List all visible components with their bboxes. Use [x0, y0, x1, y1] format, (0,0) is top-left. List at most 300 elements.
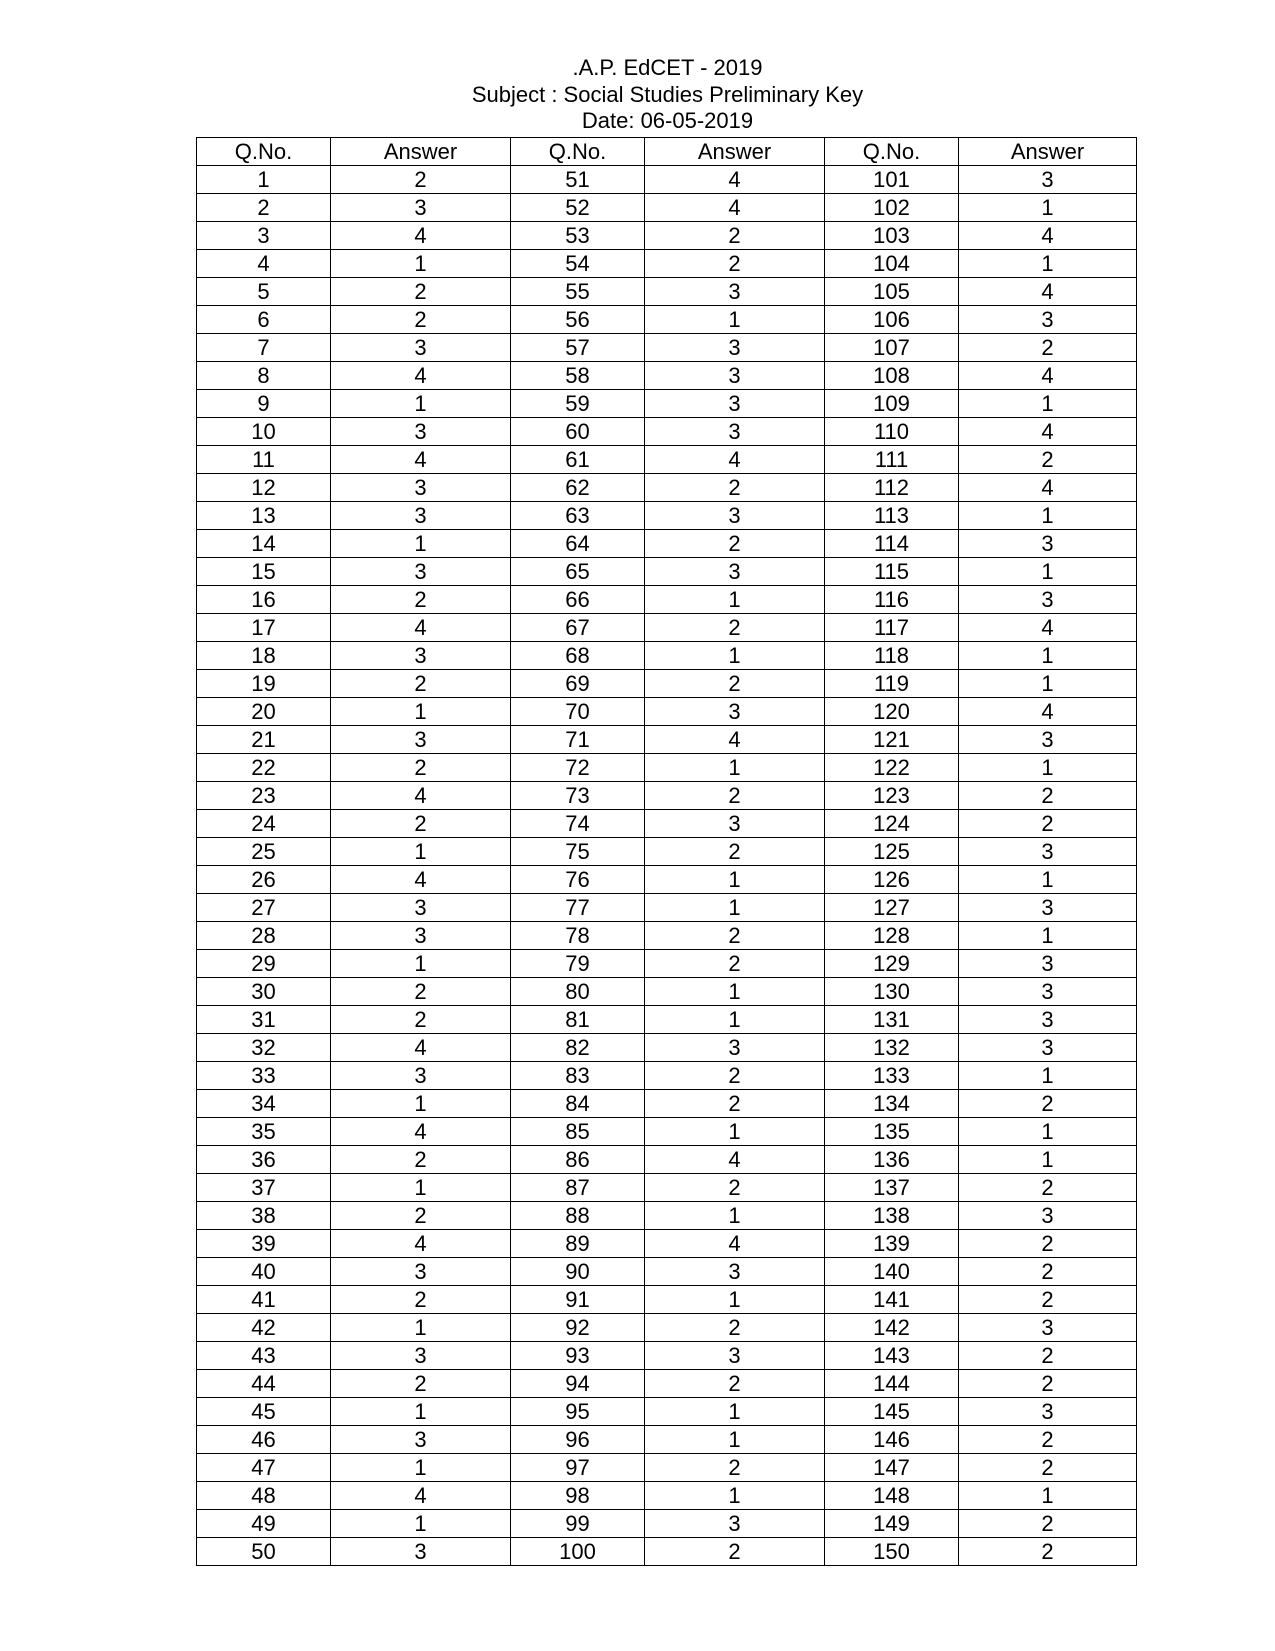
question-number-cell: 126 [825, 866, 959, 894]
question-number-cell: 114 [825, 530, 959, 558]
question-number-cell: 140 [825, 1258, 959, 1286]
table-row [197, 922, 1137, 950]
question-number-cell: 134 [825, 1090, 959, 1118]
question-number-cell: 26 [197, 866, 331, 894]
question-number-cell: 45 [197, 1398, 331, 1426]
question-number-cell: 75 [511, 838, 645, 866]
answer-cell: 1 [645, 306, 825, 334]
question-number-cell: 102 [825, 194, 959, 222]
table-row [197, 362, 1137, 390]
question-number-cell: 59 [511, 390, 645, 418]
answer-cell: 3 [959, 586, 1137, 614]
question-number-cell: 4 [197, 250, 331, 278]
question-number-cell: 79 [511, 950, 645, 978]
answer-cell: 1 [645, 1202, 825, 1230]
answer-cell: 4 [331, 1230, 511, 1258]
table-header-row [197, 138, 1137, 166]
question-number-cell: 1 [197, 166, 331, 194]
question-number-cell: 61 [511, 446, 645, 474]
answer-cell: 4 [959, 278, 1137, 306]
question-number-cell: 43 [197, 1342, 331, 1370]
table-row [197, 1482, 1137, 1510]
question-number-cell: 57 [511, 334, 645, 362]
question-number-cell: 94 [511, 1370, 645, 1398]
question-number-cell: 149 [825, 1510, 959, 1538]
answer-cell: 1 [331, 950, 511, 978]
answer-cell: 2 [959, 1230, 1137, 1258]
answer-cell: 4 [645, 726, 825, 754]
question-number-cell: 90 [511, 1258, 645, 1286]
answer-cell: 1 [331, 250, 511, 278]
answer-cell: 3 [331, 1258, 511, 1286]
table-row [197, 950, 1137, 978]
question-number-cell: 35 [197, 1118, 331, 1146]
answer-cell: 3 [959, 1006, 1137, 1034]
column-header: Q.No. [511, 138, 645, 166]
answer-key-table [196, 137, 1137, 1566]
answer-cell: 3 [645, 502, 825, 530]
question-number-cell: 33 [197, 1062, 331, 1090]
answer-cell: 4 [645, 1230, 825, 1258]
answer-cell: 3 [959, 950, 1137, 978]
question-number-cell: 117 [825, 614, 959, 642]
answer-cell: 1 [959, 922, 1137, 950]
question-number-cell: 69 [511, 670, 645, 698]
question-number-cell: 110 [825, 418, 959, 446]
answer-cell: 3 [959, 1314, 1137, 1342]
question-number-cell: 87 [511, 1174, 645, 1202]
question-number-cell: 15 [197, 558, 331, 586]
answer-cell: 2 [331, 166, 511, 194]
question-number-cell: 130 [825, 978, 959, 1006]
question-number-cell: 7 [197, 334, 331, 362]
answer-cell: 1 [331, 1398, 511, 1426]
answer-cell: 3 [959, 166, 1137, 194]
answer-cell: 3 [645, 1034, 825, 1062]
answer-cell: 4 [331, 446, 511, 474]
answer-cell: 2 [331, 754, 511, 782]
answer-cell: 1 [645, 1118, 825, 1146]
question-number-cell: 123 [825, 782, 959, 810]
answer-cell: 4 [331, 1482, 511, 1510]
answer-cell: 2 [959, 1426, 1137, 1454]
column-header: Answer [645, 138, 825, 166]
table-row [197, 1454, 1137, 1482]
answer-cell: 2 [331, 1146, 511, 1174]
question-number-cell: 115 [825, 558, 959, 586]
answer-cell: 4 [959, 698, 1137, 726]
question-number-cell: 29 [197, 950, 331, 978]
question-number-cell: 137 [825, 1174, 959, 1202]
answer-cell: 4 [331, 362, 511, 390]
answer-cell: 1 [331, 1090, 511, 1118]
answer-cell: 2 [645, 922, 825, 950]
column-header: Answer [959, 138, 1137, 166]
answer-cell: 3 [959, 1398, 1137, 1426]
table-row [197, 558, 1137, 586]
table-row [197, 810, 1137, 838]
question-number-cell: 63 [511, 502, 645, 530]
answer-cell: 3 [645, 334, 825, 362]
question-number-cell: 129 [825, 950, 959, 978]
answer-cell: 1 [959, 1062, 1137, 1090]
table-row [197, 1538, 1137, 1566]
table-row [197, 1174, 1137, 1202]
answer-cell: 1 [959, 670, 1137, 698]
subject-title: Subject : Social Studies Preliminary Key [471, 81, 864, 107]
question-number-cell: 92 [511, 1314, 645, 1342]
answer-cell: 3 [331, 334, 511, 362]
answer-cell: 1 [959, 390, 1137, 418]
answer-cell: 2 [645, 474, 825, 502]
question-number-cell: 22 [197, 754, 331, 782]
answer-cell: 3 [645, 558, 825, 586]
question-number-cell: 27 [197, 894, 331, 922]
answer-cell: 1 [645, 1482, 825, 1510]
question-number-cell: 136 [825, 1146, 959, 1174]
question-number-cell: 112 [825, 474, 959, 502]
exam-title: .A.P. EdCET - 2019 [572, 55, 763, 80]
question-number-cell: 25 [197, 838, 331, 866]
answer-cell: 2 [959, 1510, 1137, 1538]
question-number-cell: 42 [197, 1314, 331, 1342]
question-number-cell: 47 [197, 1454, 331, 1482]
question-number-cell: 55 [511, 278, 645, 306]
question-number-cell: 132 [825, 1034, 959, 1062]
question-number-cell: 5 [197, 278, 331, 306]
answer-cell: 2 [331, 1370, 511, 1398]
answer-cell: 1 [645, 1426, 825, 1454]
answer-cell: 2 [645, 1538, 825, 1566]
question-number-cell: 76 [511, 866, 645, 894]
table-row [197, 754, 1137, 782]
answer-cell: 1 [959, 642, 1137, 670]
answer-cell: 4 [331, 782, 511, 810]
question-number-cell: 3 [197, 222, 331, 250]
answer-cell: 1 [645, 642, 825, 670]
question-number-cell: 14 [197, 530, 331, 558]
question-number-cell: 144 [825, 1370, 959, 1398]
document-header [0, 55, 1275, 135]
question-number-cell: 73 [511, 782, 645, 810]
answer-cell: 1 [645, 1286, 825, 1314]
question-number-cell: 135 [825, 1118, 959, 1146]
answer-cell: 2 [331, 670, 511, 698]
answer-cell: 2 [959, 1370, 1137, 1398]
answer-cell: 1 [645, 866, 825, 894]
question-number-cell: 141 [825, 1286, 959, 1314]
question-number-cell: 88 [511, 1202, 645, 1230]
question-number-cell: 56 [511, 306, 645, 334]
question-number-cell: 125 [825, 838, 959, 866]
answer-cell: 1 [959, 558, 1137, 586]
answer-cell: 3 [959, 894, 1137, 922]
question-number-cell: 77 [511, 894, 645, 922]
answer-cell: 1 [959, 1118, 1137, 1146]
answer-cell: 4 [331, 1034, 511, 1062]
table-row [197, 1118, 1137, 1146]
answer-cell: 4 [645, 166, 825, 194]
answer-cell: 3 [331, 642, 511, 670]
answer-cell: 1 [959, 1146, 1137, 1174]
question-number-cell: 85 [511, 1118, 645, 1146]
table-row [197, 474, 1137, 502]
question-number-cell: 68 [511, 642, 645, 670]
answer-cell: 2 [645, 1370, 825, 1398]
question-number-cell: 104 [825, 250, 959, 278]
table-row [197, 1202, 1137, 1230]
question-number-cell: 23 [197, 782, 331, 810]
question-number-cell: 53 [511, 222, 645, 250]
answer-cell: 2 [645, 670, 825, 698]
table-row [197, 334, 1137, 362]
answer-cell: 1 [331, 1314, 511, 1342]
column-header: Answer [331, 138, 511, 166]
answer-cell: 2 [645, 614, 825, 642]
question-number-cell: 150 [825, 1538, 959, 1566]
question-number-cell: 19 [197, 670, 331, 698]
answer-cell: 3 [331, 1342, 511, 1370]
question-number-cell: 60 [511, 418, 645, 446]
question-number-cell: 82 [511, 1034, 645, 1062]
question-number-cell: 30 [197, 978, 331, 1006]
question-number-cell: 139 [825, 1230, 959, 1258]
answer-cell: 3 [959, 1202, 1137, 1230]
answer-cell: 3 [331, 726, 511, 754]
question-number-cell: 39 [197, 1230, 331, 1258]
answer-cell: 4 [331, 866, 511, 894]
table-row [197, 782, 1137, 810]
table-row [197, 222, 1137, 250]
answer-cell: 3 [645, 1510, 825, 1538]
question-number-cell: 31 [197, 1006, 331, 1034]
answer-cell: 4 [645, 446, 825, 474]
answer-cell: 4 [959, 474, 1137, 502]
answer-cell: 1 [645, 754, 825, 782]
answer-cell: 3 [959, 838, 1137, 866]
table-row [197, 1314, 1137, 1342]
question-number-cell: 97 [511, 1454, 645, 1482]
question-number-cell: 109 [825, 390, 959, 418]
answer-cell: 3 [331, 1426, 511, 1454]
answer-cell: 3 [645, 278, 825, 306]
table-row [197, 250, 1137, 278]
answer-cell: 1 [645, 1398, 825, 1426]
answer-cell: 1 [331, 1510, 511, 1538]
table-row [197, 306, 1137, 334]
question-number-cell: 142 [825, 1314, 959, 1342]
answer-cell: 3 [331, 894, 511, 922]
answer-cell: 2 [959, 782, 1137, 810]
table-row [197, 1062, 1137, 1090]
question-number-cell: 51 [511, 166, 645, 194]
table-row [197, 530, 1137, 558]
answer-cell: 3 [645, 1258, 825, 1286]
answer-cell: 2 [331, 306, 511, 334]
answer-cell: 1 [645, 978, 825, 1006]
question-number-cell: 74 [511, 810, 645, 838]
question-number-cell: 131 [825, 1006, 959, 1034]
answer-cell: 4 [959, 614, 1137, 642]
question-number-cell: 46 [197, 1426, 331, 1454]
answer-cell: 2 [645, 1174, 825, 1202]
question-number-cell: 106 [825, 306, 959, 334]
answer-cell: 4 [331, 222, 511, 250]
table-row [197, 1258, 1137, 1286]
answer-cell: 3 [959, 1034, 1137, 1062]
question-number-cell: 138 [825, 1202, 959, 1230]
answer-cell: 1 [331, 1454, 511, 1482]
question-number-cell: 86 [511, 1146, 645, 1174]
answer-cell: 2 [645, 1090, 825, 1118]
answer-cell: 4 [959, 362, 1137, 390]
question-number-cell: 12 [197, 474, 331, 502]
answer-cell: 2 [645, 222, 825, 250]
answer-cell: 3 [959, 726, 1137, 754]
answer-cell: 2 [331, 1006, 511, 1034]
table-row [197, 614, 1137, 642]
answer-cell: 3 [331, 418, 511, 446]
answer-cell: 4 [959, 222, 1137, 250]
question-number-cell: 127 [825, 894, 959, 922]
answer-cell: 1 [645, 1006, 825, 1034]
answer-cell: 2 [645, 530, 825, 558]
answer-cell: 2 [331, 586, 511, 614]
question-number-cell: 64 [511, 530, 645, 558]
question-number-cell: 111 [825, 446, 959, 474]
question-number-cell: 21 [197, 726, 331, 754]
question-number-cell: 105 [825, 278, 959, 306]
answer-cell: 1 [645, 586, 825, 614]
table-row [197, 586, 1137, 614]
question-number-cell: 13 [197, 502, 331, 530]
answer-cell: 1 [645, 894, 825, 922]
table-row [197, 1342, 1137, 1370]
answer-cell: 1 [959, 1482, 1137, 1510]
answer-cell: 1 [331, 698, 511, 726]
answer-cell: 3 [331, 194, 511, 222]
question-number-cell: 147 [825, 1454, 959, 1482]
column-header: Q.No. [825, 138, 959, 166]
table-row [197, 1230, 1137, 1258]
table-row [197, 502, 1137, 530]
table-row [197, 1006, 1137, 1034]
question-number-cell: 28 [197, 922, 331, 950]
question-number-cell: 44 [197, 1370, 331, 1398]
table-row [197, 418, 1137, 446]
question-number-cell: 41 [197, 1286, 331, 1314]
answer-cell: 4 [645, 194, 825, 222]
answer-cell: 2 [959, 1342, 1137, 1370]
table-row [197, 670, 1137, 698]
answer-cell: 4 [645, 1146, 825, 1174]
question-number-cell: 8 [197, 362, 331, 390]
column-header: Q.No. [197, 138, 331, 166]
question-number-cell: 121 [825, 726, 959, 754]
question-number-cell: 120 [825, 698, 959, 726]
question-number-cell: 124 [825, 810, 959, 838]
question-number-cell: 40 [197, 1258, 331, 1286]
answer-cell: 2 [645, 1314, 825, 1342]
answer-cell: 2 [959, 334, 1137, 362]
answer-cell: 4 [959, 418, 1137, 446]
question-number-cell: 128 [825, 922, 959, 950]
answer-cell: 2 [959, 1090, 1137, 1118]
question-number-cell: 78 [511, 922, 645, 950]
answer-cell: 2 [959, 1174, 1137, 1202]
question-number-cell: 107 [825, 334, 959, 362]
question-number-cell: 108 [825, 362, 959, 390]
question-number-cell: 71 [511, 726, 645, 754]
answer-cell: 1 [331, 1174, 511, 1202]
answer-cell: 3 [959, 530, 1137, 558]
question-number-cell: 62 [511, 474, 645, 502]
question-number-cell: 32 [197, 1034, 331, 1062]
answer-cell: 3 [645, 698, 825, 726]
exam-date: Date: 06-05-2019 [581, 108, 754, 133]
answer-cell: 1 [959, 866, 1137, 894]
answer-cell: 3 [331, 558, 511, 586]
answer-cell: 1 [959, 754, 1137, 782]
question-number-cell: 16 [197, 586, 331, 614]
question-number-cell: 133 [825, 1062, 959, 1090]
question-number-cell: 95 [511, 1398, 645, 1426]
answer-cell: 2 [645, 950, 825, 978]
question-number-cell: 84 [511, 1090, 645, 1118]
question-number-cell: 24 [197, 810, 331, 838]
table-row [197, 166, 1137, 194]
question-number-cell: 70 [511, 698, 645, 726]
answer-cell: 1 [331, 838, 511, 866]
table-row [197, 1090, 1137, 1118]
question-number-cell: 99 [511, 1510, 645, 1538]
table-row [197, 698, 1137, 726]
answer-cell: 3 [331, 1538, 511, 1566]
question-number-cell: 89 [511, 1230, 645, 1258]
answer-cell: 2 [331, 278, 511, 306]
answer-cell: 3 [331, 502, 511, 530]
table-body [197, 166, 1137, 1566]
question-number-cell: 48 [197, 1482, 331, 1510]
question-number-cell: 72 [511, 754, 645, 782]
question-number-cell: 103 [825, 222, 959, 250]
table-row [197, 1510, 1137, 1538]
question-number-cell: 6 [197, 306, 331, 334]
question-number-cell: 148 [825, 1482, 959, 1510]
answer-cell: 1 [331, 390, 511, 418]
question-number-cell: 93 [511, 1342, 645, 1370]
answer-cell: 2 [645, 1062, 825, 1090]
answer-cell: 2 [331, 978, 511, 1006]
table-row [197, 390, 1137, 418]
answer-cell: 3 [959, 978, 1137, 1006]
table-row [197, 1398, 1137, 1426]
answer-cell: 3 [645, 362, 825, 390]
question-number-cell: 122 [825, 754, 959, 782]
table-row [197, 894, 1137, 922]
question-number-cell: 20 [197, 698, 331, 726]
table-row [197, 978, 1137, 1006]
answer-cell: 3 [959, 306, 1137, 334]
answer-cell: 2 [331, 1202, 511, 1230]
answer-cell: 2 [645, 782, 825, 810]
question-number-cell: 91 [511, 1286, 645, 1314]
answer-cell: 2 [959, 1286, 1137, 1314]
answer-cell: 2 [645, 1454, 825, 1482]
answer-cell: 3 [331, 922, 511, 950]
table-row [197, 726, 1137, 754]
table-row [197, 642, 1137, 670]
